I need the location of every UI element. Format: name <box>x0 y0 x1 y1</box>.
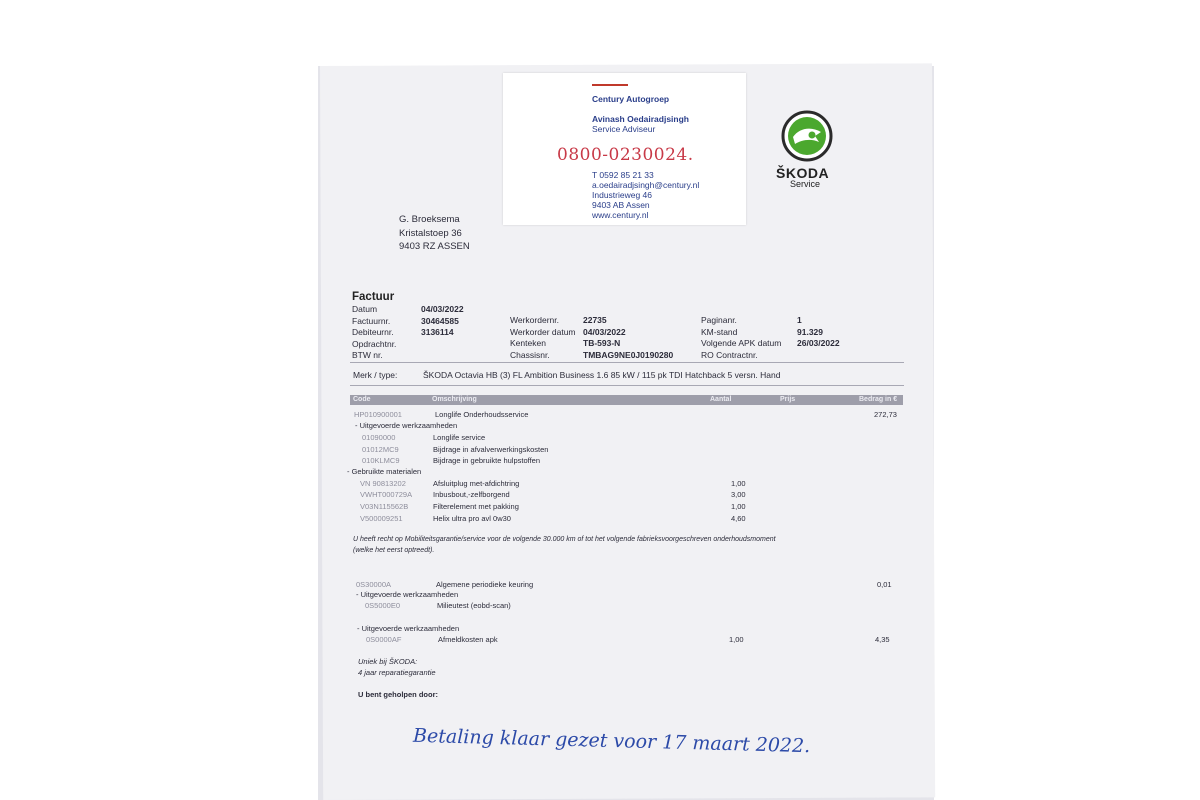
card-website: www.century.nl <box>592 210 649 220</box>
card-name: Avinash Oedairadjsingh <box>592 114 689 124</box>
row-qty: 4,60 <box>731 514 746 523</box>
label-ro-contract: RO Contractnr. <box>701 349 758 360</box>
label-kenteken: Kenteken <box>510 338 546 348</box>
recipient-street: Kristalstoep 36 <box>399 228 462 239</box>
row-code: 010KLMC9 <box>362 456 400 465</box>
card-accent-line <box>592 84 628 86</box>
row-desc: Milieutest (eobd-scan) <box>437 601 511 610</box>
label-factuurnr: Factuurnr. <box>352 315 391 326</box>
header-col2-labels <box>510 315 576 361</box>
row-code: V500009251 <box>360 514 403 523</box>
label-paginanr: Paginanr. <box>701 315 737 325</box>
label-apk-datum: Volgende APK datum <box>701 338 782 348</box>
row-desc: Bijdrage in afvalverwerkingskosten <box>433 445 549 454</box>
card-phone: T 0592 85 21 33 <box>592 170 654 180</box>
header-divider <box>350 362 904 363</box>
value-apk-datum: 26/03/2022 <box>797 338 840 348</box>
label-werkordernr: Werkordernr. <box>510 315 559 325</box>
value-werkordernr: 22735 <box>583 315 607 325</box>
value-datum: 04/03/2022 <box>421 304 464 314</box>
row-code: VN 90813202 <box>360 479 406 488</box>
row-desc: Filterelement met pakking <box>433 502 519 511</box>
row-qty: 1,00 <box>729 635 744 644</box>
label-werkorder-datum: Werkorder datum <box>510 326 576 337</box>
row-amount: 0,01 <box>877 580 892 589</box>
value-kenteken: TB-593-N <box>583 338 621 348</box>
col-price: Prijs <box>780 396 796 403</box>
card-street: Industrieweg 46 <box>592 190 653 200</box>
header-col1-values <box>421 304 464 339</box>
merk-label: Merk / type: <box>353 370 398 380</box>
row-amount: 272,73 <box>874 410 897 419</box>
header-col2-values <box>583 315 673 361</box>
col-code: Code <box>353 396 371 403</box>
invoice-title: Factuur <box>352 291 395 303</box>
row-qty: 1,00 <box>731 502 746 511</box>
value-paginanr: 1 <box>797 315 802 325</box>
card-email: a.oedairadjsingh@century.nl <box>592 180 700 190</box>
recipient-city: 9403 RZ ASSEN <box>399 241 470 252</box>
col-qty: Aantal <box>710 396 732 403</box>
row-section: - Uitgevoerde werkzaamheden <box>356 590 459 599</box>
mobility-note: U heeft recht op Mobiliteitsgarantie/service voor de volgende 30.000 km of tot het volgende fabrieksvoorgeschreven onderhoudsmoment <box>353 536 776 543</box>
row-code: 0S30000A <box>356 580 392 589</box>
row-desc: Helix ultra pro avl 0w30 <box>433 514 511 523</box>
merk-divider <box>350 385 904 386</box>
row-desc: Algemene periodieke keuring <box>436 580 534 589</box>
label-btw: BTW nr. <box>352 350 383 360</box>
skoda-brand-name: ŠKODA <box>776 165 830 181</box>
card-handwritten-number: 0800-0230024. <box>557 145 694 165</box>
skoda-service-label: Service <box>790 179 821 189</box>
header-col3-values <box>797 315 840 350</box>
card-role: Service Adviseur <box>592 124 656 134</box>
warranty-text: 4 jaar reparatiegarantie <box>358 668 436 677</box>
row-section: - Uitgevoerde werkzaamheden <box>357 624 460 633</box>
unique-skoda: Uniek bij ŠKODA: <box>358 657 418 666</box>
label-chassisnr: Chassisnr. <box>510 349 550 360</box>
label-opdrachtnr: Opdrachtnr. <box>352 338 397 349</box>
label-debiteurnr: Debiteurnr. <box>352 327 394 337</box>
table-header <box>350 395 903 405</box>
business-card <box>503 73 746 225</box>
row-code: HP010900001 <box>354 410 402 419</box>
value-chassisnr: TMBAG9NE0J0190280 <box>583 349 674 360</box>
row-code: V03N115562B <box>360 502 409 511</box>
col-desc: Omschrijving <box>432 396 477 403</box>
merk-value: ŠKODA Octavia HB (3) FL Ambition Business 1.6 85 kW / 115 pk TDI Hatchback 5 versn. Hand <box>423 370 781 380</box>
value-km-stand: 91.329 <box>797 326 823 337</box>
skoda-arrow-logo-icon <box>781 110 833 162</box>
mobility-note-2: (welke het eerst optreedt). <box>353 547 435 554</box>
row-desc: Afsluitplug met-afdichtring <box>433 479 520 488</box>
recipient-name: G. Broeksema <box>399 214 460 225</box>
row-section: - Gebruikte materialen <box>347 467 422 476</box>
value-werkorder-datum: 04/03/2022 <box>583 326 626 337</box>
row-section: - Uitgevoerde werkzaamheden <box>355 421 458 430</box>
row-code: 0S5000E0 <box>365 601 401 610</box>
handwritten-note: Betaling klaar gezet voor 17 maart 2022. <box>412 724 811 758</box>
value-debiteurnr: 3136114 <box>421 327 454 337</box>
header-col3-labels <box>701 315 781 361</box>
row-code: 0S0000AF <box>366 635 402 644</box>
row-desc: Afmeldkosten apk <box>438 635 498 644</box>
row-desc: Longlife Onderhoudsservice <box>435 410 529 419</box>
row-amount: 4,35 <box>875 635 890 644</box>
row-qty: 3,00 <box>731 490 746 499</box>
row-desc: Inbusbout,-zelfborgend <box>433 490 510 499</box>
row-code: 01090000 <box>362 433 396 442</box>
label-km-stand: KM-stand <box>701 326 738 337</box>
col-amount: Bedrag in € <box>859 396 898 403</box>
helped-by: U bent geholpen door: <box>358 690 438 699</box>
row-desc: Bijdrage in gebruikte hulpstoffen <box>433 456 541 465</box>
card-company: Century Autogroep <box>592 94 670 104</box>
label-datum: Datum <box>352 304 378 314</box>
row-code: VWHT000729A <box>360 490 413 499</box>
value-factuurnr: 30464585 <box>421 315 459 326</box>
row-code: 01012MC9 <box>362 445 399 454</box>
card-city: 9403 AB Assen <box>592 200 650 210</box>
row-qty: 1,00 <box>731 479 746 488</box>
row-desc: Longlife service <box>433 433 486 442</box>
header-col1-labels <box>352 304 396 362</box>
